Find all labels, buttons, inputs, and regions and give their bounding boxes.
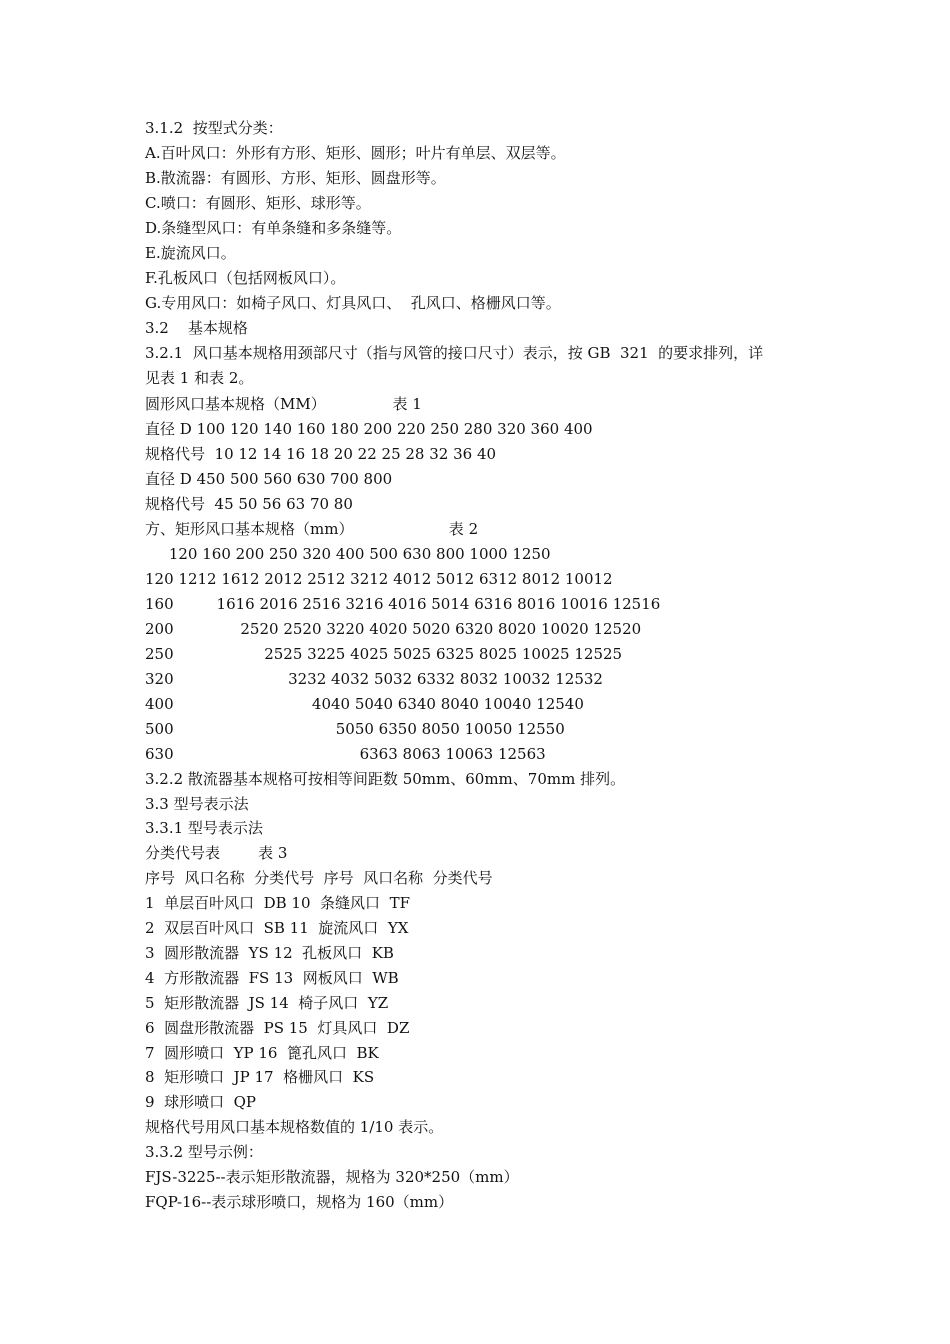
- text-line: 见表 1 和表 2。: [145, 369, 254, 387]
- text-line: 2 双层百叶风口 SB 11 旋流风口 YX: [145, 919, 409, 937]
- text-line: 200 2520 2520 3220 4020 5020 6320 8020 10020 12520: [145, 620, 642, 638]
- text-line: FQP-16--表示球形喷口，规格为 160（mm）: [145, 1193, 454, 1211]
- text-line: 3.2.1 风口基本规格用颈部尺寸（指与风管的接口尺寸）表示，按 GB 321 的要求排列，详: [145, 344, 764, 362]
- text-line: 3.3 型号表示法: [145, 795, 249, 813]
- text-line: B.散流器：有圆形、方形、矩形、圆盘形等。: [145, 169, 446, 187]
- text-line: 方、矩形风口基本规格（mm） 表 2: [145, 520, 479, 538]
- text-line: D.条缝型风口：有单条缝和多条缝等。: [145, 219, 402, 237]
- text-line: A.百叶风口：外形有方形、矩形、圆形；叶片有单层、双层等。: [145, 144, 566, 162]
- text-line: 3.1.2 按型式分类：: [145, 119, 283, 137]
- text-line: 7 圆形喷口 YP 16 篦孔风口 BK: [145, 1044, 379, 1062]
- text-line: E.旋流风口。: [145, 244, 236, 262]
- text-line: FJS-3225--表示矩形散流器，规格为 320*250（mm）: [145, 1168, 519, 1186]
- text-line: 1 单层百叶风口 DB 10 条缝风口 TF: [145, 894, 411, 912]
- text-line: C.喷口：有圆形、矩形、球形等。: [145, 194, 371, 212]
- text-line: 3.3.2 型号示例：: [145, 1143, 263, 1161]
- text-line: G.专用风口：如椅子风口、灯具风口、 孔风口、格栅风口等。: [145, 294, 561, 312]
- text-line: 630 6363 8063 10063 12563: [145, 745, 546, 763]
- text-line: 250 2525 3225 4025 5025 6325 8025 10025 12525: [145, 645, 623, 663]
- text-line: 直径 D 450 500 560 630 700 800: [145, 470, 393, 488]
- text-line: 5 矩形散流器 JS 14 椅子风口 YZ: [145, 994, 389, 1012]
- text-line: 规格代号用风口基本规格数值的 1/10 表示。: [145, 1118, 444, 1136]
- text-line: 120 1212 1612 2012 2512 3212 4012 5012 6312 8012 10012: [145, 570, 613, 588]
- text-line: 320 3232 4032 5032 6332 8032 10032 12532: [145, 670, 603, 688]
- text-line: 400 4040 5040 6340 8040 10040 12540: [145, 695, 584, 713]
- text-line: 120 160 200 250 320 400 500 630 800 1000 1250: [145, 545, 551, 563]
- text-line: 8 矩形喷口 JP 17 格栅风口 KS: [145, 1068, 375, 1086]
- text-line: 6 圆盘形散流器 PS 15 灯具风口 DZ: [145, 1019, 410, 1037]
- text-line: 3.3.1 型号表示法: [145, 819, 263, 837]
- text-line: 500 5050 6350 8050 10050 12550: [145, 720, 565, 738]
- text-line: 序号 风口名称 分类代号 序号 风口名称 分类代号: [145, 869, 493, 887]
- text-line: 规格代号 10 12 14 16 18 20 22 25 28 32 36 40: [145, 445, 497, 463]
- text-line: 3.2 基本规格: [145, 319, 248, 337]
- text-line: 圆形风口基本规格（MM） 表 1: [145, 395, 422, 413]
- text-line: 4 方形散流器 FS 13 网板风口 WB: [145, 969, 399, 987]
- text-line: F.孔板风口（包括网板风口）。: [145, 269, 346, 287]
- text-line: 3.2.2 散流器基本规格可按相等间距数 50mm、60mm、70mm 排列。: [145, 770, 626, 788]
- text-line: 3 圆形散流器 YS 12 孔板风口 KB: [145, 944, 394, 962]
- text-line: 160 1616 2016 2516 3216 4016 5014 6316 8016 10016 12516: [145, 595, 661, 613]
- text-line: 分类代号表 表 3: [145, 844, 288, 862]
- text-line: 9 球形喷口 QP: [145, 1093, 257, 1111]
- text-line: 直径 D 100 120 140 160 180 200 220 250 280 320 360 400: [145, 420, 593, 438]
- text-line: 规格代号 45 50 56 63 70 80: [145, 495, 353, 513]
